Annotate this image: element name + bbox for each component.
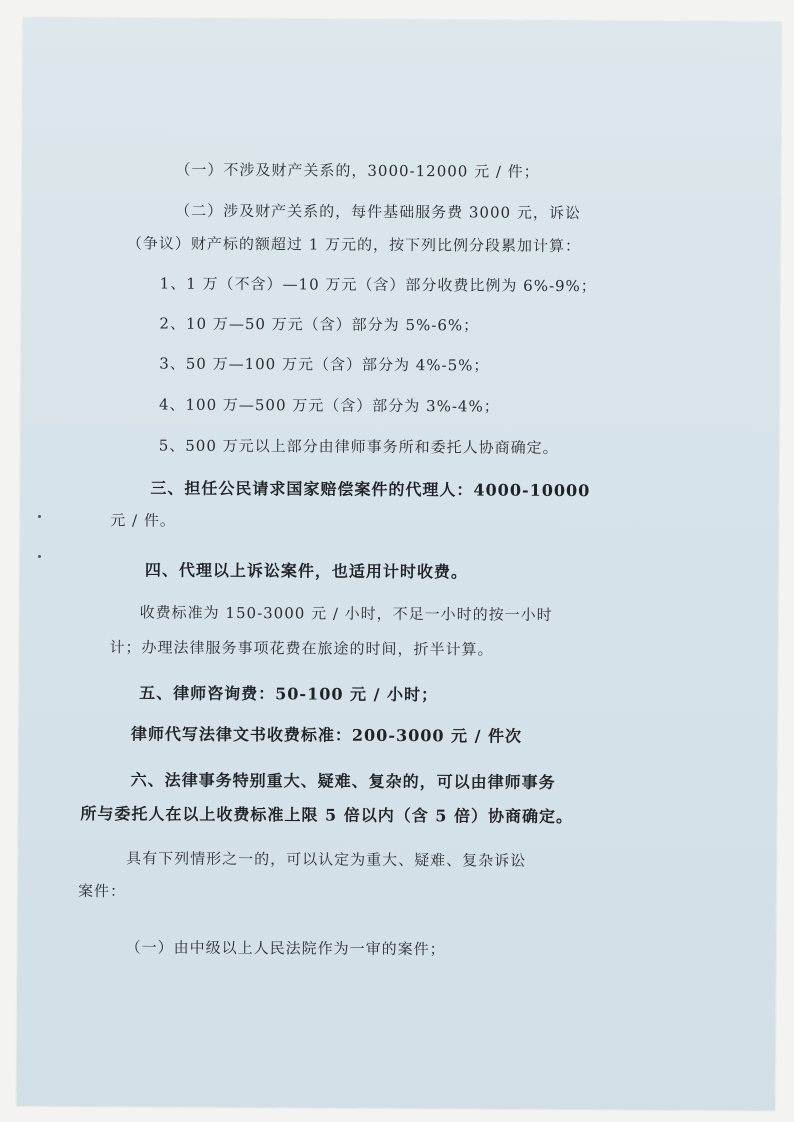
section-6-cont: 所与委托人在以上收费标准上限 5 倍以内（含 5 倍）协商确定。 — [80, 804, 574, 827]
fee-item-property-cont: （争议）财产标的额超过 1 万元的，按下列比例分段累加计算： — [126, 234, 582, 256]
document-page — [17, 18, 782, 1111]
hourly-rate-text: 收费标准为 150-3000 元 / 小时，不足一小时的按一小时 — [139, 603, 553, 624]
section-6-heading: 六、法律事务特别重大、疑难、复杂的，可以由律师事务 — [130, 770, 556, 792]
hourly-rate-cont: 计；办理法律服务事项花费在旅途的时间，折半计算。 — [109, 638, 494, 659]
fee-tier-1: 1、1 万（不含）—10 万元（含）部分收费比例为 6%-9%； — [159, 274, 597, 296]
fee-tier-2: 2、10 万—50 万元（含）部分为 5%-6%； — [159, 314, 480, 335]
fee-tier-4: 4、100 万—500 万元（含）部分为 3%-4%； — [158, 395, 500, 416]
condition-item-1: （一）由中级以上人民法院作为一审的案件； — [125, 938, 446, 959]
conditions-intro: 具有下列情形之一的，可以认定为重大、疑难、复杂诉讼 — [126, 849, 527, 870]
section-3-heading: 三、担任公民请求国家赔偿案件的代理人：4000-10000 — [150, 478, 591, 501]
document-drafting-fee: 律师代写法律文书收费标准：200-3000 元 / 件次 — [130, 724, 523, 746]
fee-tier-3: 3、50 万—100 万元（含）部分为 4%-5%； — [159, 354, 490, 375]
section-4-heading: 四、代理以上诉讼案件，也适用计时收费。 — [144, 560, 469, 582]
scan-speck — [38, 555, 41, 558]
fee-tier-5: 5、500 万元以上部分由律师事务所和委托人协商确定。 — [158, 436, 559, 457]
fee-item-non-property: （一）不涉及财产关系的，3000-12000 元 / 件； — [175, 160, 540, 181]
fee-item-property: （二）涉及财产关系的，每件基础服务费 3000 元，诉讼 — [175, 201, 581, 223]
conditions-intro-cont: 案件： — [77, 882, 127, 901]
section-5-heading: 五、律师咨询费：50-100 元 / 小时； — [139, 683, 439, 705]
section-3-cont: 元 / 件。 — [110, 511, 176, 530]
scan-speck — [38, 515, 41, 518]
